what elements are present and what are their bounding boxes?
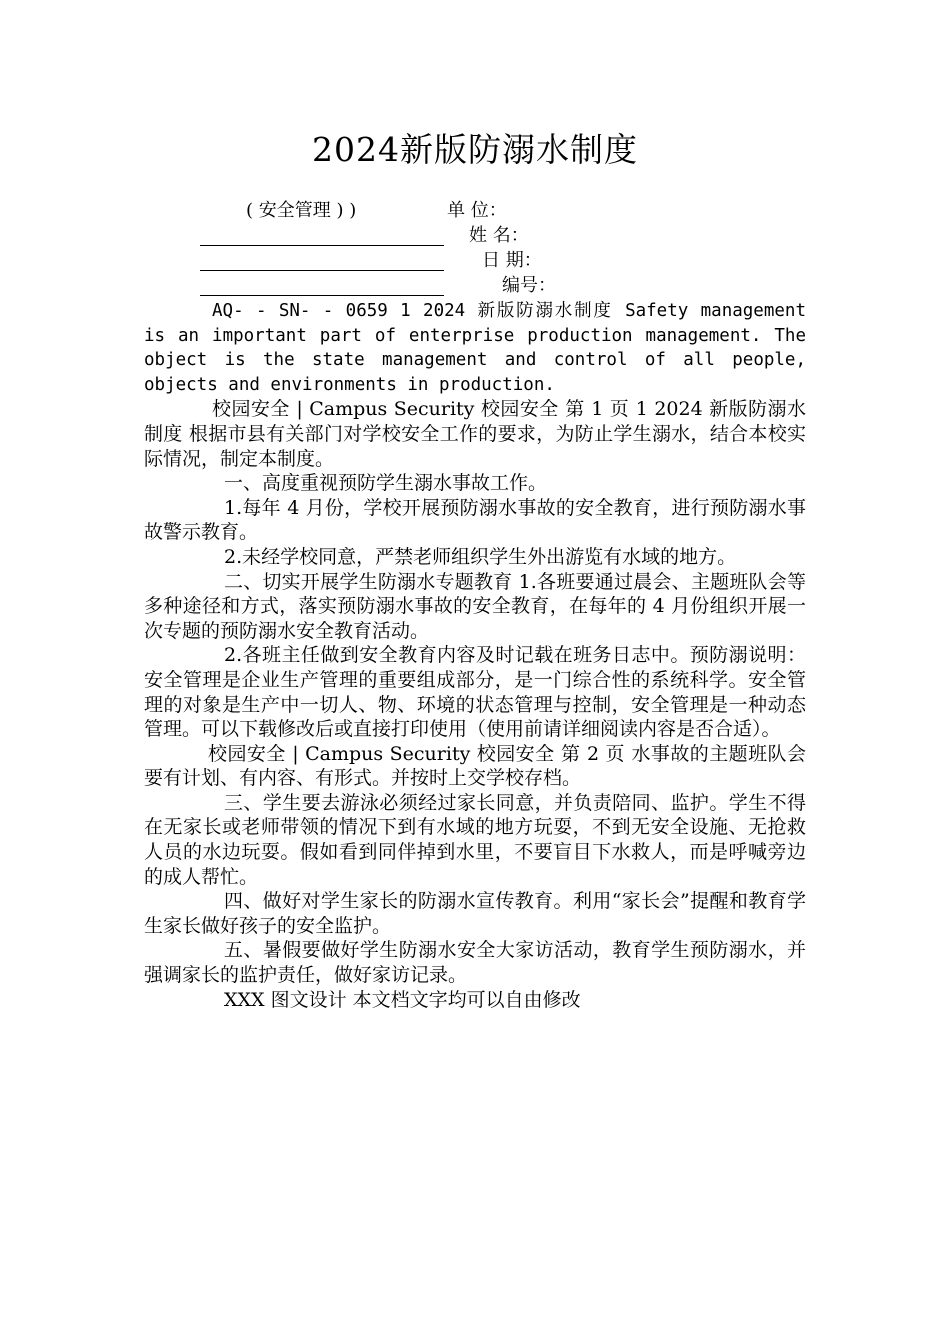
paragraph-header-page2: 校园安全 | Campus Security 校园安全 第 2 页 水事故的主题班队会要有计划、有内容、有形式。并按时上交学校存档。 [144, 742, 806, 790]
meta-number-line [200, 295, 444, 296]
paragraph-section-4: 四、做好对学生家长的防溺水宣传教育。利用“家长会”提醒和教育学生家长做好孩子的安全监护。 [144, 890, 806, 937]
meta-row-date [0, 248, 950, 273]
document-body [144, 299, 806, 1012]
paragraph-section-1: 一、高度重视预防学生溺水事故工作。 [224, 472, 548, 495]
meta-row-number [0, 273, 950, 298]
paragraph-item-2-2: 2.各班主任做到安全教育内容及时记载在班务日志中。预防溺说明：安全管理是企业生产管理的重要组成部分，是一门综合性的系统科学。安全管理的对象是生产中一切人、物、环境的状态管理与控制，安全管理是一种动态管理。可以下载修改后或直接打印使用（使用前请详细阅读内容是否合适）。 [144, 644, 806, 741]
meta-row-unit [0, 198, 950, 223]
meta-date-line [200, 270, 444, 271]
meta-category: ( 安全管理 ) ) [246, 200, 357, 221]
document-meta [0, 198, 950, 298]
meta-date-label: 日 期： [482, 250, 542, 271]
meta-unit-label: 单 位： [447, 200, 507, 221]
paragraph-footer-note: XXX 图文设计 本文档文字均可以自由修改 [224, 988, 581, 1011]
document-title: 2024新版防溺水制度 [312, 130, 638, 169]
paragraph-header-page1: 校园安全 | Campus Security 校园安全 第 1 页 1 2024 新版防溺水制度 根据市县有关部门对学校安全工作的要求，为防止学生溺水，结合本校实际情况，制定本制度。 [144, 398, 806, 470]
paragraph-intro-english: AQ- - SN- - 0659 1 2024 新版防溺水制度 Safety management is an important part of enterprise production management. The object is the state management and control of all people, objects and environments in production. [144, 301, 806, 395]
paragraph-section-2: 二、切实开展学生防溺水专题教育 1.各班要通过晨会、主题班队会等多种途径和方式，落实预防溺水事故的安全教育，在每年的 4 月份组织开展一次专题的预防溺水安全教育活动。 [144, 570, 806, 642]
meta-number-label: 编号： [502, 275, 556, 296]
meta-name-label: 姓 名： [469, 225, 529, 246]
paragraph-section-3: 三、学生要去游泳必须经过家长同意，并负责陪同、监护。学生不得在无家长或老师带领的情况下到有水域的地方玩耍，不到无安全设施、无抢救人员的水边玩耍。假如看到同伴掉到水里，不要盲目下水救人，而是呼喊旁边的成人帮忙。 [144, 791, 806, 888]
paragraph-section-5: 五、暑假要做好学生防溺水安全大家访活动，教育学生预防溺水，并强调家长的监护责任，做好家访记录。 [144, 939, 806, 987]
meta-row-name [0, 223, 950, 248]
paragraph-item-1-1: 1.每年 4 月份，学校开展预防溺水事故的安全教育，进行预防溺水事故警示教育。 [144, 496, 806, 544]
meta-name-line [200, 245, 444, 246]
paragraph-item-1-2: 2.未经学校同意，严禁老师组织学生外出游览有水域的地方。 [224, 545, 737, 568]
